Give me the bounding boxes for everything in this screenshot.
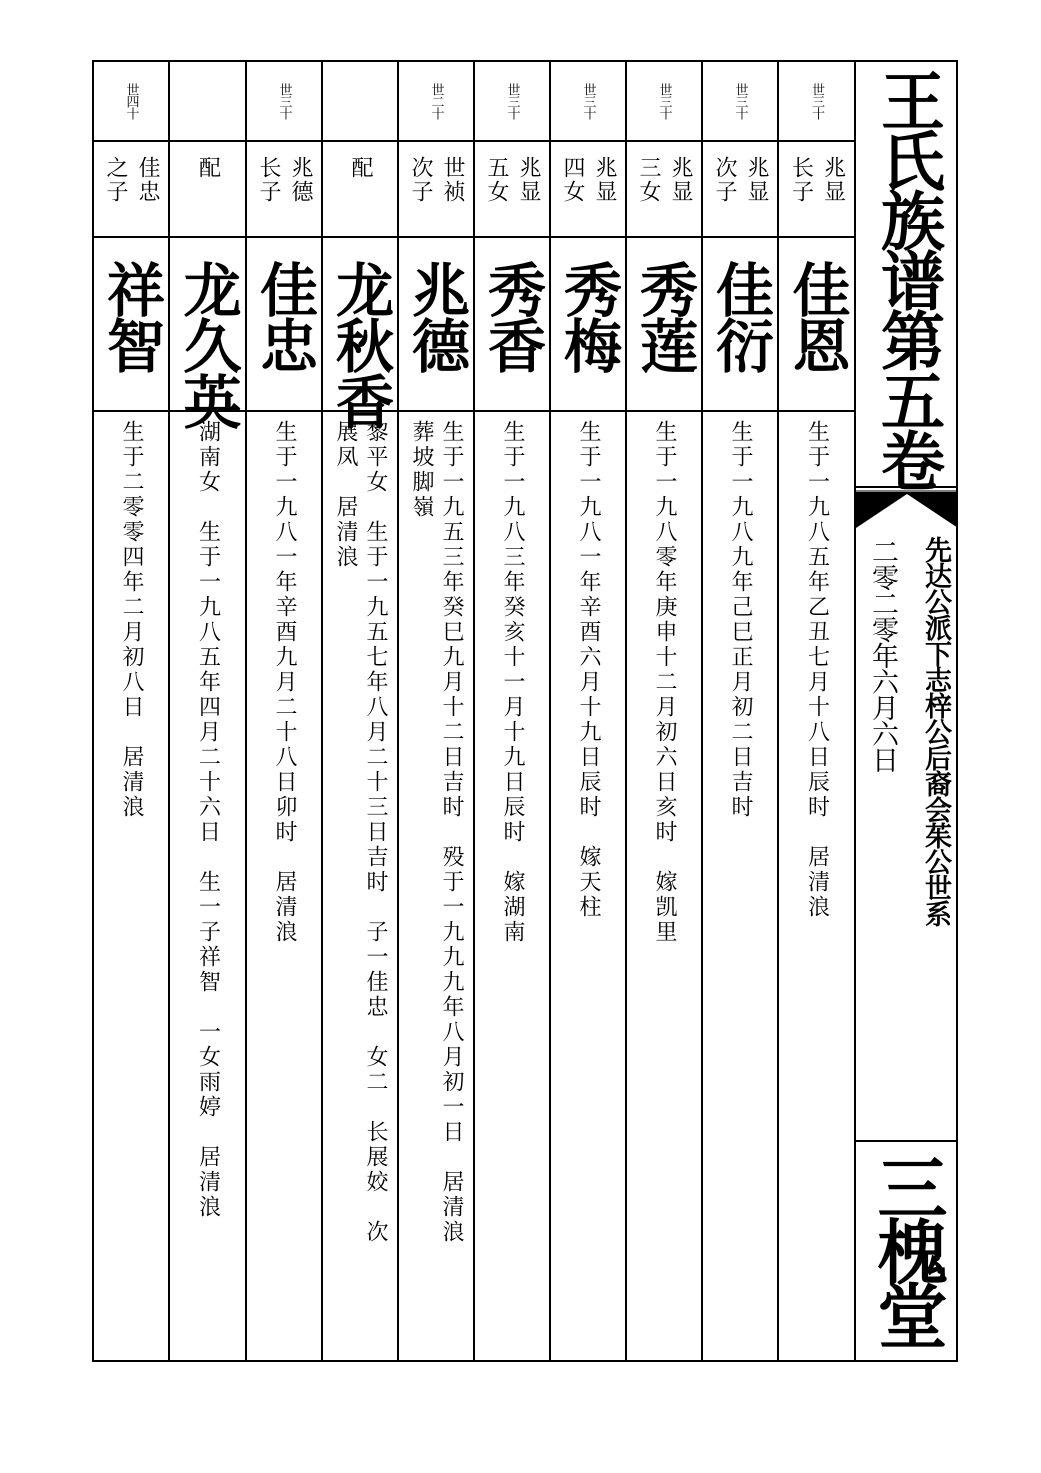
relation-label: 兆显 五女: [484, 156, 541, 204]
page-title: 王氏族谱第五卷: [870, 68, 945, 488]
bio-cell: [627, 412, 701, 1360]
person-name: 秀莲: [630, 260, 698, 372]
name-cell: [170, 238, 245, 428]
genealogy-page: [92, 60, 958, 1362]
generation-cell: [399, 62, 473, 142]
relation-cell: [94, 142, 168, 238]
person-bio: 生于一九八九年己巳正月初二日吉时: [728, 420, 753, 820]
generation-label: 世三十: [276, 83, 292, 119]
hall-name: 三槐堂: [866, 1152, 949, 1344]
relation-label: 佳忠 之子: [103, 156, 160, 204]
person-bio: 生于一九八三年癸亥十一月十九日辰时 嫁湖南: [500, 420, 525, 945]
relation-label: 兆德 长子: [256, 156, 313, 204]
compile-date: 二零二零年六月六日: [867, 538, 898, 772]
generation-label: 世三十: [732, 83, 748, 119]
entry-column-longqiuxiang: [323, 62, 399, 1360]
entry-column-xiangzhi: [94, 62, 170, 1360]
subtitle-area: [856, 528, 958, 1140]
relation-cell: [703, 142, 777, 238]
relation-cell: [779, 142, 854, 238]
relation-label: 配: [195, 156, 221, 180]
person-bio: 生于一九五三年癸巳九月十二日吉时 殁于一九九九年八月初一日 居清浪 葬坡脚嶺: [409, 420, 464, 1245]
entry-column-xiulian: [627, 62, 703, 1360]
date-block: [866, 538, 898, 776]
relation-cell: [627, 142, 701, 238]
person-bio: 生于一九八零年庚申十二月初六日亥时 嫁凯里: [652, 420, 677, 945]
relation-cell: [323, 142, 397, 238]
generation-cell: [247, 62, 321, 142]
entry-column-xiumei: [551, 62, 627, 1360]
relation-cell: [551, 142, 625, 238]
relation-cell: [170, 142, 245, 238]
bio-cell: [247, 412, 321, 1360]
entry-column-jiayan: [703, 62, 779, 1360]
generation-cell: [703, 62, 777, 142]
generation-label: 世三十: [580, 83, 596, 119]
bio-cell: [323, 412, 397, 1360]
person-bio: 生于一九八五年乙丑七月十八日辰时 居清浪: [804, 420, 830, 920]
relation-label: 兆显 三女: [636, 156, 693, 204]
generation-label: 世三十: [504, 83, 520, 119]
generation-cell: [170, 62, 245, 142]
branch-title-block: [918, 536, 952, 930]
name-cell: [94, 238, 168, 412]
person-bio: 生于二零零四年二月初八日 居清浪: [119, 420, 144, 820]
person-bio: 湖南女 生于一九八五年四月二十六日 生一子祥智 一女雨婷 居清浪: [195, 420, 221, 1220]
hall-name-block: [856, 1152, 958, 1360]
generation-cell: [779, 62, 854, 142]
person-name: 龙秋香: [326, 260, 394, 428]
bio-cell: [551, 412, 625, 1360]
person-name: 龙久英: [173, 260, 242, 428]
bio-cell: [170, 412, 245, 1360]
relation-cell: [475, 142, 549, 238]
name-cell: [779, 238, 854, 412]
relation-label: 兆显 长子: [788, 156, 846, 204]
person-name: 佳衍: [706, 260, 774, 372]
name-cell: [703, 238, 777, 412]
entry-column-zhaode: [399, 62, 475, 1360]
bio-cell: [94, 412, 168, 1360]
relation-cell: [247, 142, 321, 238]
name-cell: [323, 238, 397, 428]
fishtail-ornament: [856, 486, 958, 528]
person-name: 秀梅: [554, 260, 622, 372]
person-name: 佳忠: [250, 260, 318, 372]
generation-cell: [475, 62, 549, 142]
relation-cell: [399, 142, 473, 238]
generation-label: 世三十: [656, 83, 672, 119]
generation-cell: [323, 62, 397, 142]
generation-cell: [94, 62, 168, 142]
generation-label: 世三十: [809, 83, 824, 119]
name-cell: [399, 238, 473, 412]
person-name: 祥智: [97, 260, 165, 372]
bio-cell: [779, 412, 854, 1360]
hall-divider: [856, 1140, 958, 1142]
generation-cell: [551, 62, 625, 142]
name-cell: [627, 238, 701, 412]
entry-column-jiazhong: [247, 62, 323, 1360]
generation-cell: [627, 62, 701, 142]
bio-cell: [399, 412, 473, 1360]
person-name: 秀香: [478, 260, 546, 372]
entry-column-longjiuying: [170, 62, 247, 1360]
title-panel: [856, 62, 958, 1360]
generation-label: 世四十: [123, 83, 139, 119]
bio-cell: [703, 412, 777, 1360]
entry-column-xiuxiang: [475, 62, 551, 1360]
entry-column-jiaen: [779, 62, 856, 1360]
person-bio: 生于一九八一年辛酉六月十九日辰时 嫁天柱: [576, 420, 601, 920]
name-cell: [551, 238, 625, 412]
relation-label: 兆显 次子: [712, 156, 769, 204]
person-bio: 黎平女 生于一九五七年八月二十三日吉时 子一佳忠 女二 长展姣 次 展凤 居清浪: [333, 420, 388, 1245]
page-title-block: [856, 62, 958, 486]
person-name: 佳恩: [782, 260, 851, 372]
person-bio: 生于一九八一年辛酉九月二十八日卯时 居清浪: [272, 420, 297, 945]
name-cell: [475, 238, 549, 412]
branch-title: 先达公派下志梓公后裔会茱公世系: [920, 536, 951, 926]
bio-cell: [475, 412, 549, 1360]
generation-label: 世二十: [428, 83, 444, 119]
relation-label: 世祯 次子: [408, 156, 465, 204]
relation-label: 兆显 四女: [560, 156, 617, 204]
relation-label: 配: [348, 156, 373, 180]
name-cell: [247, 238, 321, 412]
person-name: 兆德: [402, 260, 470, 372]
